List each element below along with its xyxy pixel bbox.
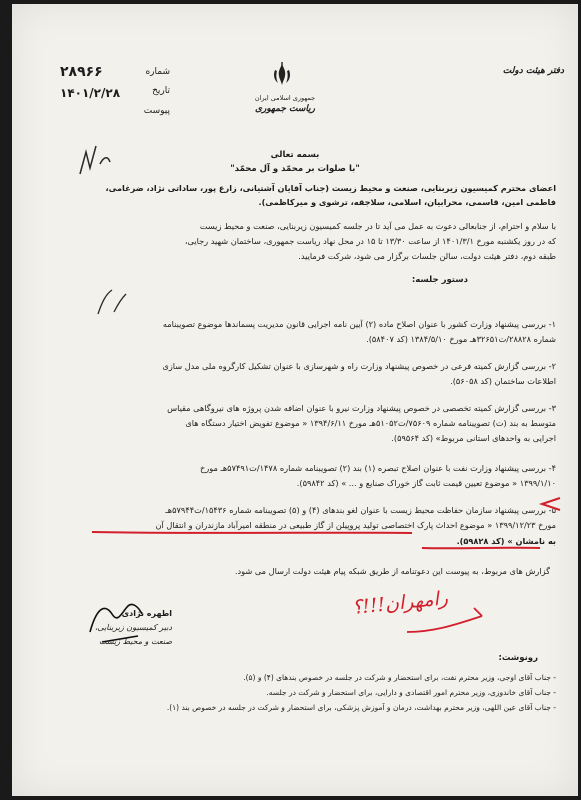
agenda-item-5-line-1: ۵- بررسی پیشنهاد سازمان حفاظت محیط زیست با عنوان لغو بندهای (۴) و (۵) تصویبنامه شماره ۱۵۴۳۶/ت۵۷۹۴۴هـ bbox=[165, 505, 556, 515]
presidency-label: ریاست جمهوری bbox=[254, 104, 316, 114]
signer-title-2: صنعت و محیط زیست bbox=[99, 637, 172, 646]
reports-note: گزارش های مربوط، به پیوست این دعوتنامه از طریق شبکه پیام هیئت دولت ارسال می شود. bbox=[234, 566, 550, 576]
republic-label: جمهوری اسلامی ایران bbox=[254, 94, 316, 102]
salawat: "با صلوات بر محمّد و آل محمّد" bbox=[230, 164, 360, 174]
cc-title: رونوشت: bbox=[498, 653, 538, 663]
agenda-item-3-line-3: اجرایی به واحدهای استانی مربوط» (کد ۵۹۵۶۴). bbox=[391, 433, 556, 443]
handwritten-red-note: رامهران!!!؟ bbox=[351, 587, 449, 619]
office-title: دفتر هیئت دولت bbox=[502, 66, 564, 76]
basmala: بسمه تعالی bbox=[270, 150, 320, 160]
agenda-item-1-line-1: ۱- بررسی پیشنهاد وزارت کشور با عنوان اصلاح ماده (۲) آیین نامه اجرایی قانون مدیریت پسماندها موضوع تصویبنامه bbox=[162, 319, 556, 329]
handwritten-squiggle bbox=[92, 284, 132, 318]
signer-title-1: دبیر کمیسیون زیربنایی، bbox=[94, 623, 172, 632]
agenda-item-1-line-2: شماره ۲۸۸۲۸/ت۳۲۶۵۱هـ مورخ ۱۳۸۴/۵/۱۰ (کد ۵۸۴۰۷). bbox=[366, 334, 556, 344]
agenda-item-2-line-2: اطلاعات ساختمان (کد ۵۶۰۵۸). bbox=[450, 376, 556, 386]
letter-number: ۲۸۹۶۶ bbox=[60, 64, 103, 80]
agenda-item-5-line-3: به نامشان » (کد ۵۹۸۲۸). bbox=[456, 536, 556, 546]
agenda-item-3-line-2: متوسط به بند (ت) تصویبنامه شماره ۷۵۶۰۹/ت۵۱۰۵۲هـ مورخ ۱۳۹۴/۶/۱۱ « موضوع تفویض اختیار دستگاه های bbox=[185, 418, 556, 428]
attachment-label: پیوست bbox=[143, 106, 170, 116]
document-page bbox=[12, 4, 578, 796]
iran-emblem-icon bbox=[269, 62, 295, 88]
agenda-item-5-line-2: مورخ ۱۳۹۹/۱۲/۲۳ « موضوع احداث پارک اختصاصی تولید پروپیلن از گاز طبیعی در منطقه امیرآباد مازندران و انتقال آن bbox=[155, 520, 556, 530]
body-line-2: که در روز یکشنبه مورخ ۱۴۰۱/۳/۱ از ساعت ۱۳/۳۰ تا ۱۵ در محل نهاد ریاست جمهوری، ساختمان شهید رجایی، bbox=[184, 236, 556, 246]
document-meta bbox=[60, 64, 170, 116]
body-line-1: با سلام و احترام، از جنابعالی دعوت به عمل می آید تا در جلسه کمیسیون زیربنایی، صنعت و محیط زیست bbox=[199, 221, 556, 231]
cc-line-1: - جناب آقای اوجی، وزیر محترم نفت، برای استحضار و شرکت در جلسه در خصوص بندهای (۴) و (۵). bbox=[243, 673, 556, 682]
number-label: شماره bbox=[145, 67, 170, 77]
body-line-3: طبقه دوم، دفتر هیئت دولت، سالن جلسات برگزار می شود، شرکت فرمایید. bbox=[298, 251, 556, 261]
agenda-item-3-line-1: ۳- بررسی گزارش کمیته تخصصی در خصوص پیشنهاد وزارت نیرو با عنوان اضافه شدن پروژه های نیروگاهی مقیاس bbox=[167, 403, 556, 413]
recipients-line-2: فاطمی امین، قاسمی، محرابیان، اسلامی، سلاجقه، ترشوی و میرکاظمی). bbox=[258, 197, 556, 207]
cc-line-3: - جناب آقای عین اللهی، وزیر محترم بهداشت، درمان و آموزش پزشکی، برای استحضار و شرکت در جلسه در خصوص بند (۱). bbox=[166, 703, 556, 712]
agenda-title: دستور جلسه: bbox=[411, 275, 468, 285]
signer-name: اطهره نژادی bbox=[121, 609, 172, 618]
date-label: تاریخ bbox=[152, 86, 170, 96]
agenda-item-4-line-2: ۱۳۹۹/۱/۱۰ « موضوع تعیین قیمت ثابت گاز خوراک صنایع و ... » (کد ۵۹۸۴۲). bbox=[296, 478, 556, 488]
cc-line-2: - جناب آقای خاندوزی، وزیر محترم امور اقتصادی و دارایی، برای استحضار و شرکت در جلسه. bbox=[266, 688, 556, 697]
agenda-item-4-line-1: ۴- بررسی پیشنهاد وزارت نفت با عنوان اصلاح تبصره (۱) بند (۲) تصویبنامه شماره ۱۴۷۸/ت۵۷۴۹۱هـ مورخ bbox=[199, 463, 556, 473]
agenda-item-2-line-1: ۲- بررسی گزارش کمیته فرعی در خصوص پیشنهاد وزارت راه و شهرسازی با عنوان تشکیل کارگروه ملی مدل سازی bbox=[162, 361, 556, 371]
recipients-line-1: اعضای محترم کمیسیون زیربنایی، صنعت و محیط زیست (جناب آقایان آشتیانی، زارع پور، ساداتی نژاد، ضرغامی، bbox=[105, 183, 556, 193]
letter-date: ۱۴۰۱/۲/۲۸ bbox=[60, 86, 121, 100]
